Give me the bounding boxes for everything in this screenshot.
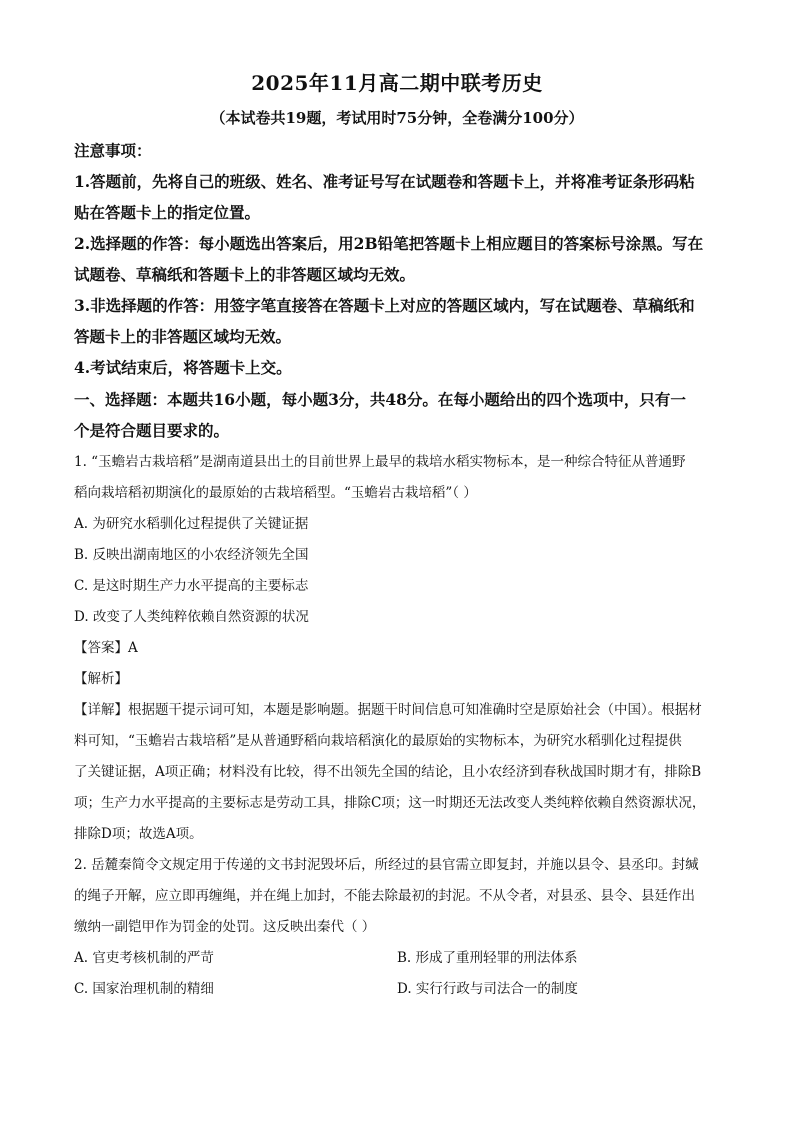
section-heading: 个是符合题目要求的。 [74, 421, 230, 440]
notice-heading: 注意事项： [74, 141, 152, 160]
notice-line: 2.选择题的作答：每小题选出答案后，用2B铅笔把答题卡上相应题目的答案标号涂黑。写在 [74, 234, 704, 253]
section-heading: 一、选择题：本题共16小题，每小题3分，共48分。在每小题给出的四个选项中，只有一 [74, 390, 686, 409]
question-stem: 稻向栽培稻初期演化的最原始的古栽培稻型。“玉蟾岩古栽培稻”（ ） [74, 485, 477, 501]
question-option: D. 实行行政与司法合一的制度 [397, 981, 578, 997]
analysis-detail: 了关键证据，A项正确；材料没有比较，得不出领先全国的结论，且小农经济到春秋战国时期才有，排除B [74, 764, 702, 780]
analysis-detail: 料可知，“玉蟾岩古栽培稻”是从普通野稻向栽培稻演化的最原始的实物标本，为研究水稻驯化过程提供 [74, 733, 682, 749]
question-option: B. 形成了重刑轻罪的刑法体系 [397, 950, 578, 966]
question-stem: 缴纳一副铠甲作为罚金的处罚。这反映出秦代（ ） [74, 919, 376, 935]
notice-line: 答题卡上的非答题区域均无效。 [74, 327, 292, 346]
question-option: C. 国家治理机制的精细 [74, 981, 214, 997]
analysis-detail: 排除D项；故选A项。 [74, 826, 203, 842]
question-option: C. 是这时期生产力水平提高的主要标志 [74, 578, 309, 594]
question-option: A. 官吏考核机制的严苛 [74, 950, 214, 966]
question-option: A. 为研究水稻驯化过程提供了关键证据 [74, 516, 309, 532]
question-option: D. 改变了人类纯粹依赖自然资源的状况 [74, 609, 309, 625]
exam-title: 2025年11月高二期中联考历史 [251, 71, 543, 95]
notice-line: 试题卷、草稿纸和答题卡上的非答题区域均无效。 [74, 265, 416, 284]
notice-line: 1.答题前，先将自己的班级、姓名、准考证号写在试题卷和答题卡上，并将准考证条形码粘 [74, 172, 695, 191]
analysis-label: 【解析】 [74, 671, 128, 687]
analysis-detail: 项；生产力水平提高的主要标志是劳动工具，排除C项；这一时期还无法改变人类纯粹依赖自然资源状况， [74, 795, 706, 811]
analysis-detail: 【详解】根据题干提示词可知，本题是影响题。据题干时间信息可知准确时空是原始社会（中国）。根据材 [74, 702, 702, 718]
question-stem: 1. “玉蟾岩古栽培稻”是湖南道县出土的目前世界上最早的栽培水稻实物标本，是一种综合特征从普通野 [74, 454, 686, 470]
question-option: B. 反映出湖南地区的小农经济领先全国 [74, 547, 309, 563]
notice-line: 贴在答题卡上的指定位置。 [74, 203, 261, 222]
notice-line: 4.考试结束后，将答题卡上交。 [74, 358, 292, 377]
answer-label: 【答案】A [74, 640, 138, 656]
question-stem: 2. 岳麓秦简令文规定用于传递的文书封泥毁坏后，所经过的县官需立即复封，并施以县令、县丞印。封缄 [74, 857, 699, 873]
exam-subtitle: （本试卷共19题，考试用时75分钟，全卷满分100分） [210, 109, 584, 127]
question-stem: 的绳子开解，应立即再缠绳，并在绳上加封，不能去除最初的封泥。不从令者，对县丞、县令、县廷作出 [74, 888, 695, 904]
notice-line: 3.非选择题的作答：用签字笔直接答在答题卡上对应的答题区域内，写在试题卷、草稿纸和 [74, 296, 695, 315]
